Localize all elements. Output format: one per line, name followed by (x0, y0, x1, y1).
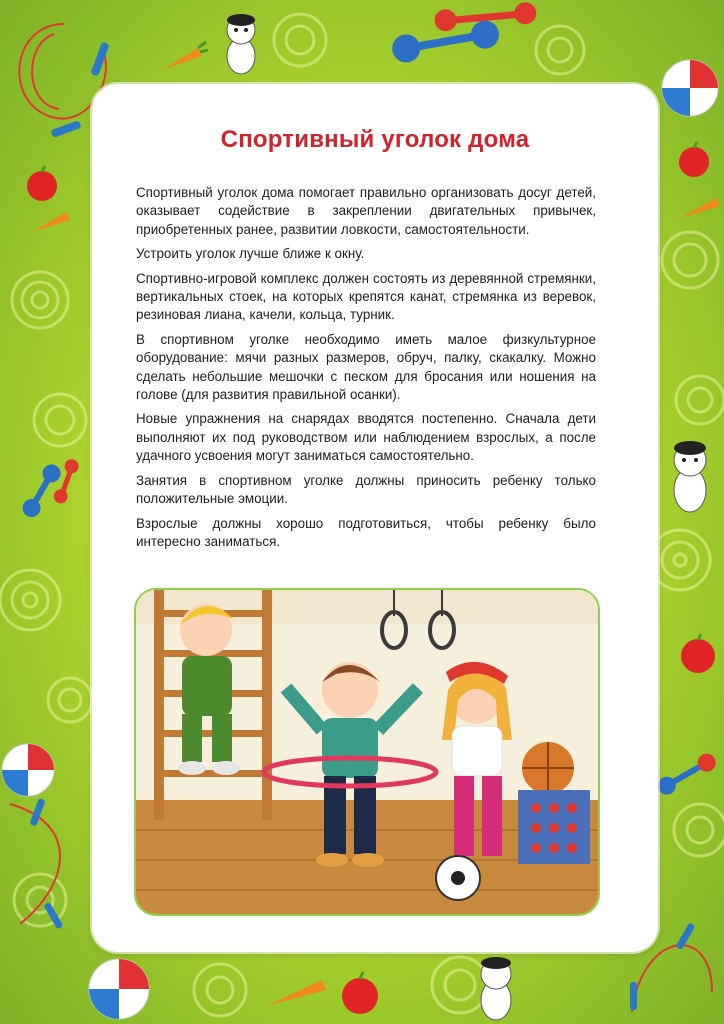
dumbbell-icon (654, 744, 724, 804)
beach-ball-icon (658, 56, 722, 120)
dumbbell-icon (48, 452, 88, 512)
carrot-icon (676, 190, 724, 224)
paragraph: Взрослые должны хорошо подготовиться, чтобы ребенку было интересно заниматься. (136, 515, 596, 549)
page-title: Спортивный уголок дома (220, 126, 530, 153)
toy-dog-icon (468, 954, 524, 1024)
toy-dog-icon (660, 438, 720, 518)
apple-icon (674, 140, 714, 180)
apple-icon (676, 632, 720, 676)
paragraph: Занятия в спортивном уголке должны приносить ребенку только положительные эмоции. (136, 472, 596, 507)
paragraph: В спортивном уголке необходимо иметь малое физкультурное оборудование: мячи разных размеров, обруч, палку, скакалку. Можно сделать небольшие мешочки с песком для бросания или ношения на голове (для развития правильной осанки). (136, 331, 596, 403)
carrot-icon (262, 972, 332, 1012)
dumbbell-icon (386, 2, 546, 82)
jump-rope-icon (0, 794, 90, 934)
paragraph: Спортивно-игровой комплекс должен состоять из деревянной стремянки, вертикальных стоек, на которых крепятся канат, стремянка из веревок, резиновая лиана, качели, кольца, турник. (136, 270, 596, 323)
carrot-icon (158, 38, 208, 78)
apple-icon (22, 164, 62, 204)
beach-ball-icon (0, 740, 60, 800)
paragraph: Устроить уголок лучше ближе к окну. (136, 246, 365, 262)
paragraph: Новые упражнения на снарядах вводятся постепенно. Сначала дети выполняют их под руководством или наблюдением взрослых, а после удачного усвоения могут заниматься самостоятельно. (136, 411, 596, 464)
beach-ball-icon (84, 954, 154, 1024)
carrot-icon (30, 204, 76, 238)
illustration-scene (136, 590, 598, 914)
toy-dog-icon (216, 10, 266, 80)
article-body (136, 184, 596, 557)
apple-icon (338, 970, 382, 1018)
paragraph: Спортивный уголок дома помогает правильно организовать досуг детей, оказывает содействие в закреплении двигательных привычек, приобретенных ранее, развитии ловкости, самостоятельности. (136, 185, 596, 237)
kids-gym-illustration (134, 588, 600, 916)
